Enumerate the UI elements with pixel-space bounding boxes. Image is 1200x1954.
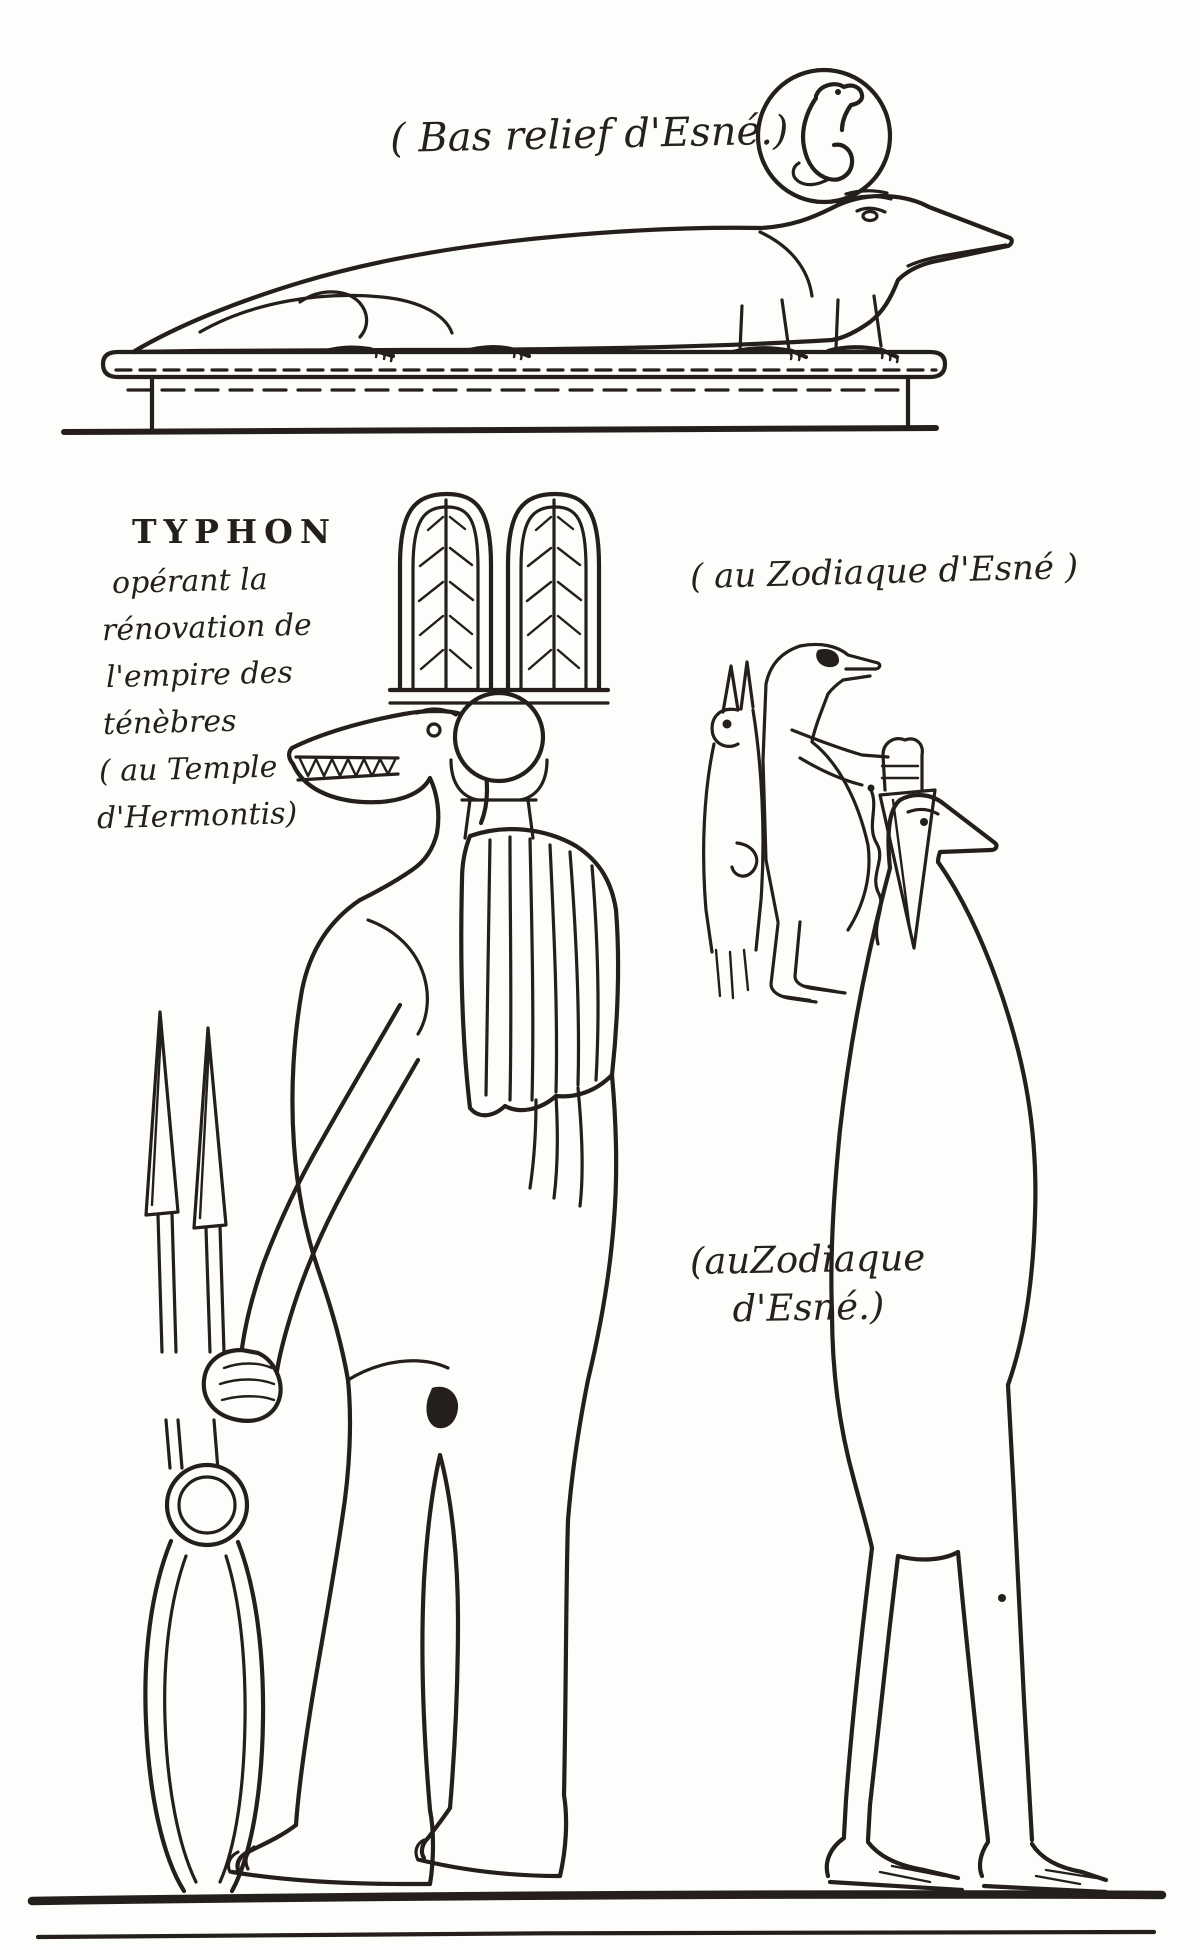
typhon-title: TYPHON: [132, 512, 338, 551]
spears: [146, 1012, 226, 1352]
caption-zodiaque-tall-line1: (auZodiaque: [689, 1235, 926, 1284]
typhon-animal: [133, 191, 1012, 362]
typhon-label-block: [96, 512, 346, 839]
small-typhon: [763, 644, 935, 1002]
typhon-caption-line: ( au Temple: [98, 749, 278, 790]
typhon-caption-line: l'empire des: [105, 655, 294, 696]
ground: [32, 1894, 1162, 1937]
typhon-caption-line: ténèbres: [102, 703, 238, 743]
typhon-caption-line: rénovation de: [101, 607, 313, 649]
caption-zodiaque-tall-line2: d'Esné.): [732, 1284, 885, 1331]
loop-object: [145, 1465, 263, 1891]
serpent-figure: [827, 795, 1106, 1892]
caption-bas-relief: ( Bas relief d'Esné.): [389, 107, 789, 162]
caption-zodiaque-small: ( au Zodiaque d'Esné ): [689, 546, 1079, 598]
typhon-caption-line: d'Hermontis): [96, 796, 298, 837]
zodiac-small-group: [704, 644, 935, 1002]
caption-zodiaque-tall: [657, 1233, 959, 1334]
pedestal: [64, 352, 945, 432]
typhon-wig: [461, 829, 618, 1206]
serpent-legs: [827, 1385, 1106, 1892]
fist: [166, 1350, 281, 1470]
serpent-head: [888, 795, 996, 868]
hanging-hare: [704, 662, 763, 998]
typhon-caption-line: opérant la: [111, 561, 269, 602]
serpent-neck-body: [831, 862, 1035, 1559]
